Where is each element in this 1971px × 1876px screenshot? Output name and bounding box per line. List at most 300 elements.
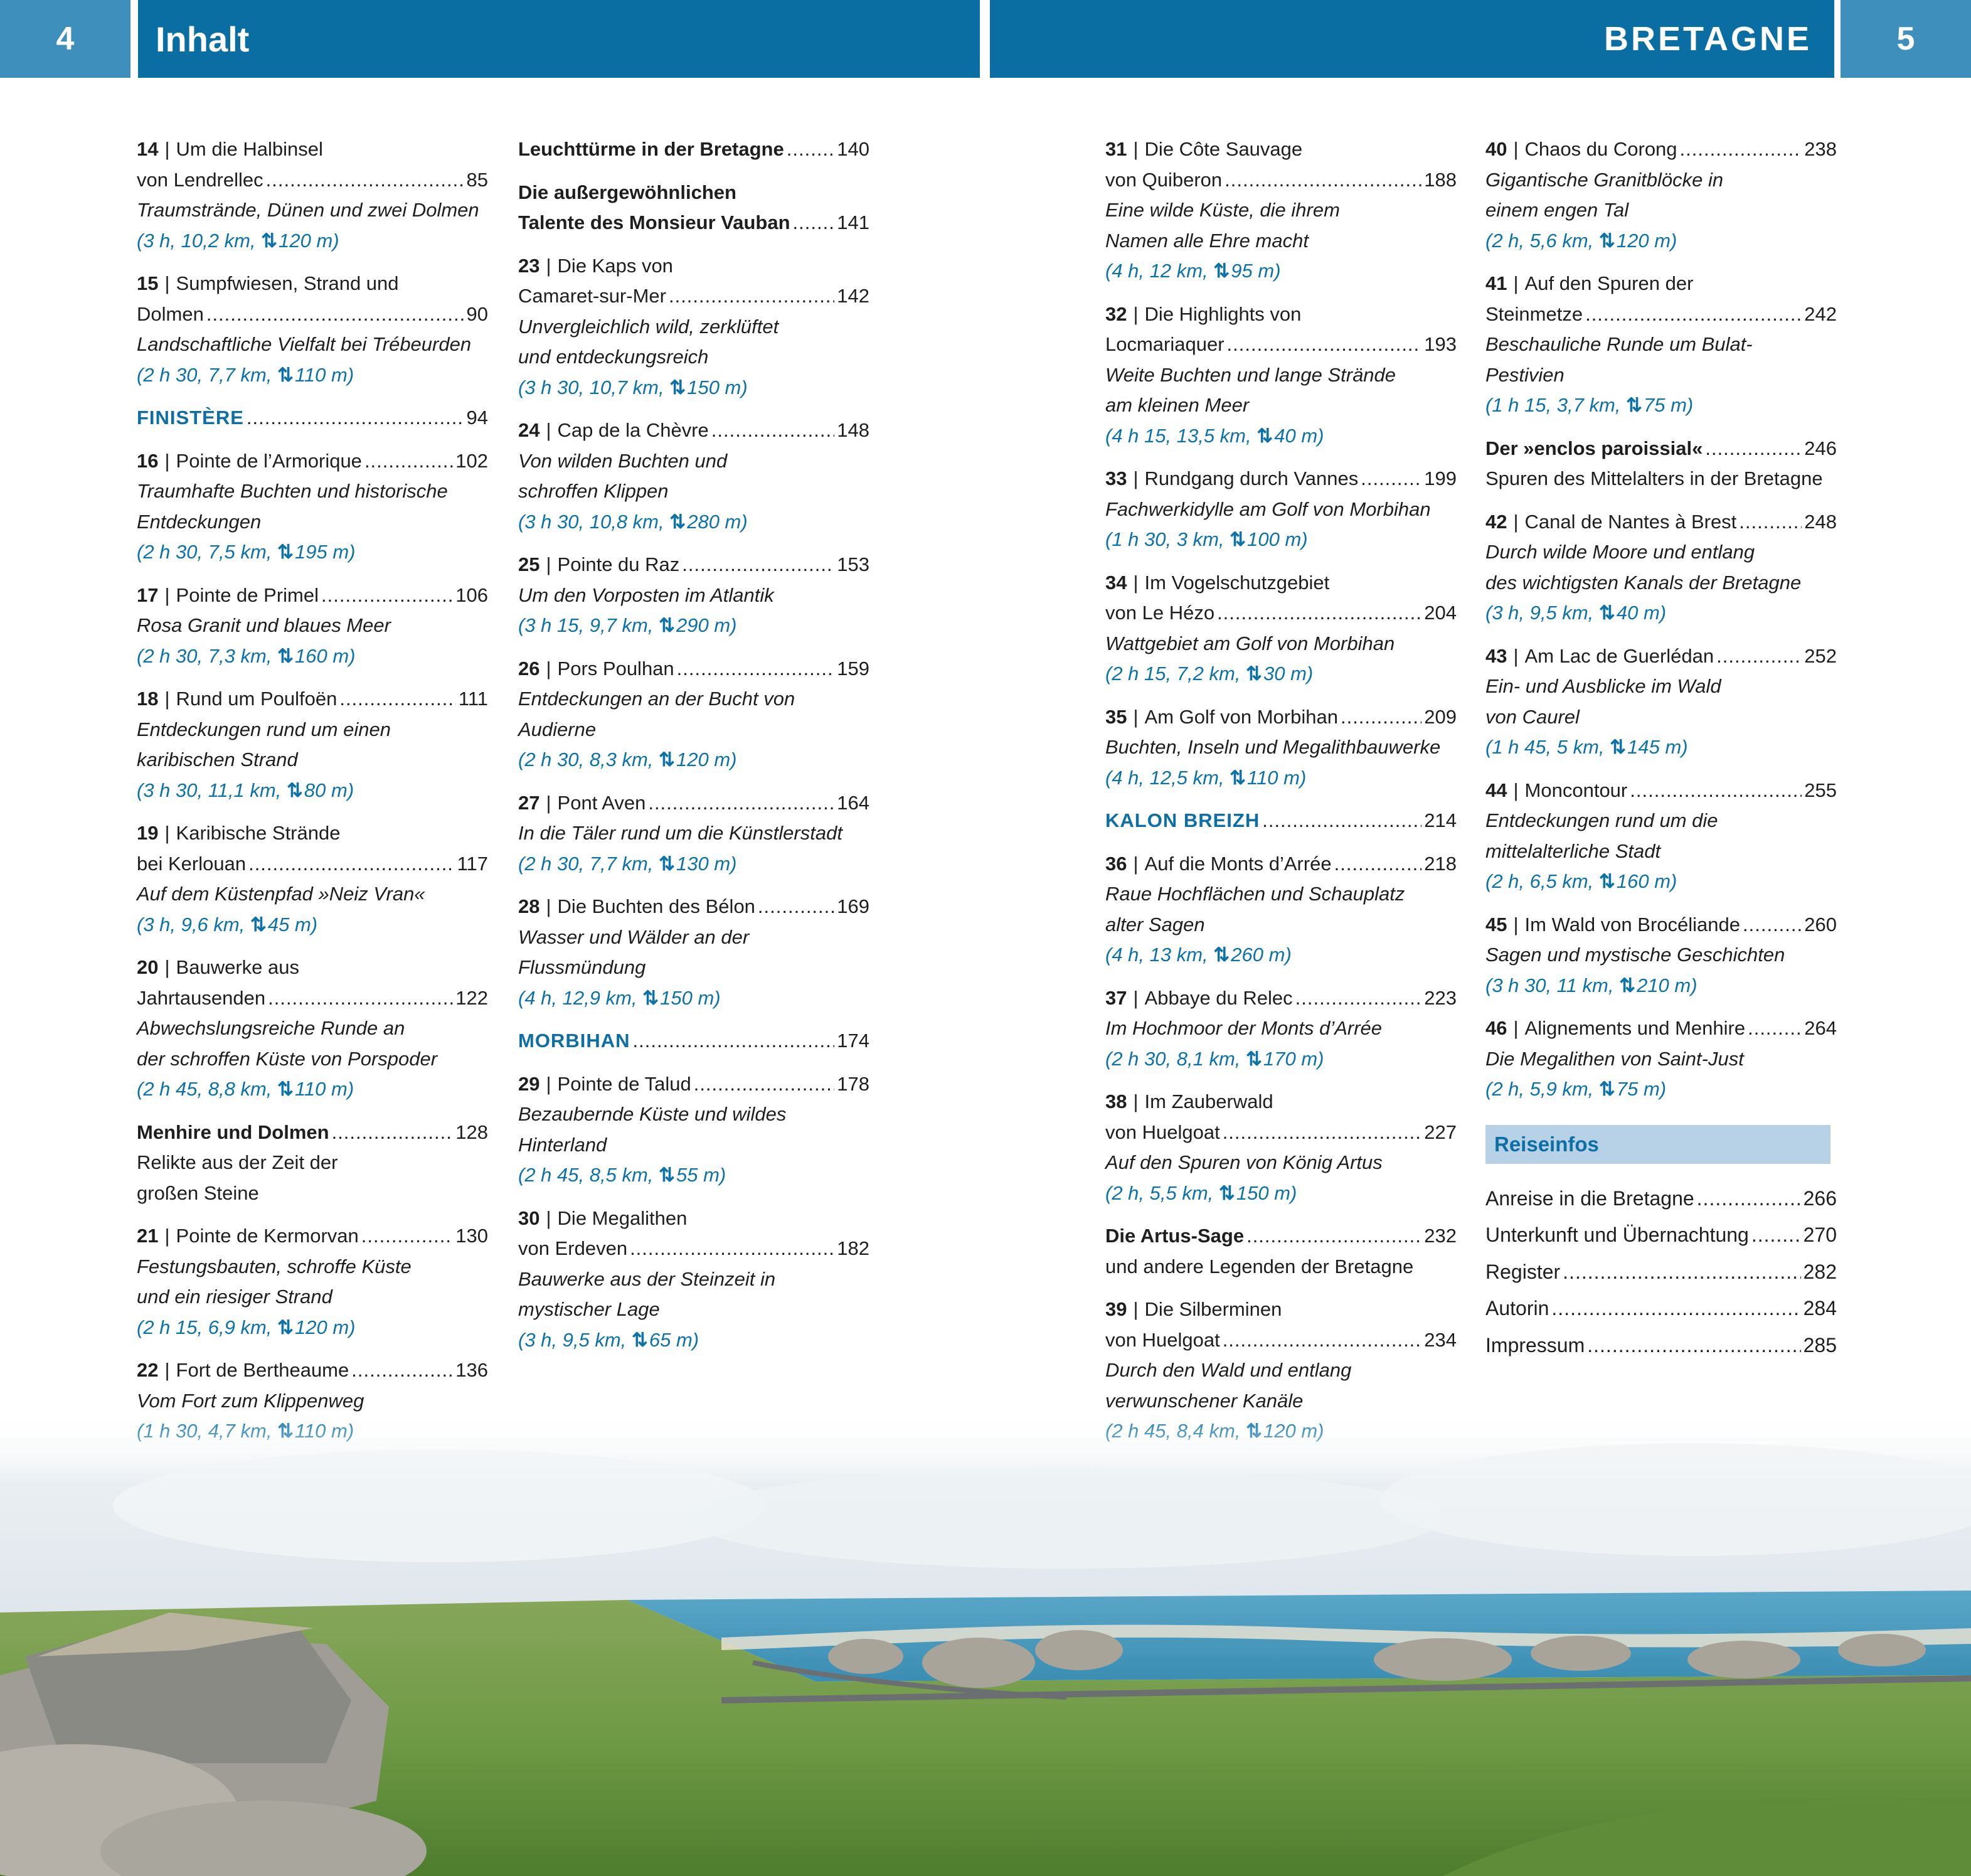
toc-tour-entry (1485, 1013, 1837, 1105)
toc-leader-row (1485, 1013, 1837, 1044)
elevation-icon: ⇅ (1598, 229, 1612, 252)
toc-entry-title-line (137, 269, 488, 299)
toc-entry-title (518, 1026, 630, 1057)
tour-duration-distance: (1 h 30, 3 km, (1105, 528, 1230, 550)
toc-tour-entry (137, 134, 488, 256)
toc-entry-title (1105, 464, 1358, 494)
dot-leader (669, 281, 834, 312)
tour-description: Unvergleichlich wild, zerklüftet (518, 315, 779, 338)
tour-description: Traumstrände, Dünen und zwei Dolmen (137, 199, 479, 221)
tour-duration-distance: (1 h 15, 3,7 km, (1485, 394, 1626, 416)
toc-entry-title (137, 983, 265, 1014)
tour-number: 34 (1105, 571, 1127, 594)
elevation-icon: ⇅ (1610, 736, 1623, 758)
dot-leader (364, 446, 453, 477)
tour-elevation: 45 m) (267, 913, 318, 935)
tour-number: 29 (518, 1072, 540, 1095)
toc-leader-row (1485, 299, 1837, 330)
toc-entry-title (1485, 434, 1703, 464)
toc-entry-title (518, 892, 755, 922)
toc-entry-title-text: Alignements und Menhire (1524, 1017, 1746, 1039)
tour-stats (518, 373, 869, 403)
toc-entry-title-line (1485, 269, 1837, 299)
separator: | (1133, 571, 1139, 594)
dot-leader (648, 788, 834, 819)
toc-entry-title-text: Im Zauberwald (1144, 1090, 1273, 1112)
page-number: 153 (837, 553, 869, 575)
dot-leader (321, 580, 453, 611)
coastal-landscape-photo (0, 1412, 1971, 1876)
toc-entry-title-text: Pors Poulhan (557, 657, 674, 680)
toc-tour-entry (1485, 134, 1837, 256)
page-number: 266 (1803, 1186, 1837, 1210)
toc-entry-title (1485, 134, 1677, 165)
tour-duration-distance: (2 h 30, 8,1 km, (1105, 1047, 1246, 1070)
tour-description: Fachwerkidylle am Golf von Morbihan (1105, 498, 1431, 520)
tour-description: Traumhafte Buchten und historische (137, 480, 448, 502)
toc-entry-title-text: Pont Aven (557, 791, 646, 814)
toc-entry-title-text: Am Golf von Morbihan (1144, 705, 1338, 728)
tour-number: 27 (518, 791, 540, 814)
toc-entry-title (137, 165, 263, 196)
tour-description: Gigantische Granitblöcke in (1485, 168, 1724, 191)
toc-entry-title (1485, 507, 1736, 538)
separator: | (164, 272, 170, 294)
tour-description: Entdeckungen rund um einen (137, 718, 391, 740)
toc-leader-row (518, 892, 869, 922)
toc-entry-title (1105, 849, 1332, 880)
tour-duration-distance: (4 h 15, 13,5 km, (1105, 424, 1257, 447)
toc-entry-title (518, 208, 790, 238)
page-number: 136 (455, 1359, 488, 1381)
separator: | (1133, 986, 1139, 1009)
tour-elevation: 150 m) (1236, 1181, 1297, 1204)
tour-number: 45 (1485, 913, 1507, 935)
tour-elevation: 95 m) (1231, 260, 1281, 282)
separator: | (546, 1072, 551, 1095)
reiseinfos-heading: Reiseinfos (1485, 1125, 1830, 1164)
tour-number: 16 (137, 449, 159, 472)
tour-number: 14 (137, 138, 159, 160)
separator: | (1133, 1090, 1139, 1112)
dot-leader (206, 299, 464, 330)
tour-elevation: 120 m) (294, 1316, 356, 1338)
tour-stats (137, 641, 488, 672)
toc-tour-entry (518, 415, 869, 537)
toc-entry-title-text: Pointe de Talud (557, 1072, 691, 1095)
toc-entry-title-line (137, 134, 488, 165)
page-number: 182 (837, 1237, 869, 1259)
toc-entry-title-text: FINISTÈRE (137, 407, 244, 429)
separator: | (1513, 779, 1519, 801)
toc-tour-entry (1485, 641, 1837, 763)
dot-leader (1739, 507, 1802, 538)
separator: | (546, 1207, 551, 1229)
page-number: 178 (837, 1072, 869, 1095)
page-number: 282 (1803, 1260, 1837, 1283)
reiseinfo-label: Unterkunft und Übernachtung (1485, 1223, 1749, 1246)
separator: | (1513, 510, 1519, 533)
tour-elevation: 195 m) (294, 541, 356, 563)
tour-elevation: 30 m) (1263, 663, 1314, 685)
tour-elevation: 120 m) (279, 229, 339, 252)
toc-leader-row (1485, 134, 1837, 165)
tour-description: Wasser und Wälder an der (518, 925, 750, 948)
toc-tour-entry (1105, 134, 1457, 287)
tour-stats (518, 983, 869, 1014)
tour-description: des wichtigsten Kanals der Bretagne (1485, 571, 1802, 594)
toc-column-4-entries (1485, 134, 1837, 1105)
tour-elevation: 100 m) (1247, 528, 1308, 550)
tour-description: Flussmündung (518, 956, 646, 978)
page-number: 255 (1804, 779, 1837, 801)
separator: | (546, 657, 551, 680)
page-number: 169 (837, 895, 869, 917)
toc-leader-row (1485, 434, 1837, 464)
dot-leader (1223, 1325, 1422, 1356)
toc-tour-entry (137, 818, 488, 940)
toc-entry-title-line (1105, 1087, 1457, 1117)
toc-entry-title-text: Talente des Monsieur Vauban (518, 211, 790, 233)
toc-entry-title-line (1105, 134, 1457, 165)
tour-number: 33 (1105, 467, 1127, 489)
separator: | (546, 553, 551, 575)
tour-description: Auf dem Küstenpfad »Neiz Vran« (137, 883, 425, 905)
tour-description: mittelalterliche Stadt (1485, 839, 1661, 862)
page-number: 260 (1804, 913, 1837, 935)
tour-elevation: 160 m) (1616, 870, 1677, 892)
tour-stats (1105, 659, 1457, 690)
toc-leader-row (518, 1026, 869, 1057)
elevation-icon: ⇅ (1598, 602, 1612, 624)
toc-tour-entry (1105, 1087, 1457, 1208)
tour-elevation: 160 m) (294, 644, 356, 667)
page-number: 111 (458, 688, 488, 710)
toc-leader-row (137, 684, 488, 715)
reiseinfo-item (1485, 1180, 1837, 1217)
separator: | (164, 1225, 170, 1247)
tour-stats (137, 226, 488, 257)
tour-number: 41 (1485, 272, 1507, 294)
toc-leader-row (1105, 464, 1457, 494)
toc-leader-row (137, 165, 488, 196)
separator: | (1513, 272, 1519, 294)
toc-entry-title-text: Abbaye du Relec (1144, 986, 1293, 1009)
dot-leader (1246, 1221, 1421, 1252)
toc-leader-row (1105, 598, 1457, 629)
tour-stats (1105, 1178, 1457, 1209)
dot-leader (1217, 598, 1421, 629)
toc-entry-title (137, 684, 337, 715)
tour-number: 40 (1485, 138, 1507, 160)
toc-leader-row (518, 415, 869, 446)
tour-description: Wattgebiet am Golf von Morbihan (1105, 632, 1395, 654)
dot-leader (630, 1234, 834, 1264)
tour-stats (1105, 421, 1457, 452)
tour-description: Bezaubernde Küste und wildes (518, 1103, 787, 1125)
separator: | (164, 449, 170, 472)
tour-stats (137, 1074, 488, 1105)
dot-leader (1748, 1013, 1802, 1044)
tour-description: Weite Buchten und lange Strände (1105, 363, 1396, 386)
page-number: 218 (1424, 852, 1457, 875)
toc-entry-title-text: Canal de Nantes à Brest (1524, 510, 1737, 533)
reiseinfo-label: Anreise in die Bretagne (1485, 1186, 1694, 1210)
page-number: 102 (455, 449, 488, 472)
toc-entry-title (1485, 910, 1740, 941)
toc-leader-row (518, 281, 869, 312)
dot-leader (1227, 329, 1422, 360)
toc-feature-entry (1105, 1221, 1457, 1282)
tour-duration-distance: (3 h, 10,2 km, (137, 229, 262, 252)
tour-duration-distance: (4 h, 12 km, (1105, 260, 1214, 282)
dot-leader (1630, 775, 1802, 806)
tour-number: 17 (137, 584, 159, 606)
toc-entry-title-text: Die Megalithen (557, 1207, 688, 1229)
toc-leader-row (137, 446, 488, 477)
tour-elevation: 210 m) (1637, 974, 1697, 996)
tour-elevation: 150 m) (687, 376, 748, 398)
tour-duration-distance: (3 h, 9,5 km, (1485, 602, 1599, 624)
toc-leader-row (518, 208, 869, 238)
toc-leader-row (518, 1234, 869, 1264)
tour-number: 42 (1485, 510, 1507, 533)
toc-leader-row (137, 1117, 488, 1148)
elevation-icon: ⇅ (669, 510, 683, 533)
tour-duration-distance: (2 h 30, 7,5 km, (137, 541, 277, 563)
tour-number: 30 (518, 1207, 540, 1229)
toc-leader-row (1485, 507, 1837, 538)
tour-elevation: 75 m) (1616, 1078, 1667, 1100)
toc-leader-row (1105, 329, 1457, 360)
toc-entry-title (1485, 641, 1714, 672)
toc-entry-title-line (137, 818, 488, 849)
toc-leader-row (137, 849, 488, 880)
toc-entry-title (137, 1117, 329, 1148)
tour-description: karibischen Strand (137, 749, 298, 770)
toc-tour-entry (1105, 464, 1457, 555)
tour-elevation: 80 m) (304, 779, 354, 801)
toc-entry-title-text: Pointe de l’Armorique (176, 449, 362, 472)
tour-description: Buchten, Inseln und Megalithbauwerke (1105, 736, 1441, 758)
toc-entry-title (518, 1069, 691, 1100)
page-number: 252 (1804, 644, 1837, 667)
elevation-icon: ⇅ (1213, 944, 1226, 966)
tour-description: mystischer Lage (518, 1298, 660, 1320)
toc-entry-title-text: Im Vogelschutzgebiet (1144, 571, 1330, 594)
toc-tour-entry (1105, 299, 1457, 452)
tour-description: der schroffen Küste von Porspoder (137, 1047, 438, 1070)
tour-stats (1485, 226, 1837, 257)
dot-leader (1295, 983, 1422, 1014)
toc-entry-title (518, 654, 674, 685)
toc-entry-title-text: Chaos du Corong (1524, 138, 1677, 160)
toc-entry-title (518, 550, 679, 580)
tour-duration-distance: (2 h, 6,5 km, (1485, 870, 1599, 892)
page-number: 246 (1804, 437, 1837, 459)
tour-description: und entdeckungsreich (518, 346, 709, 368)
cloud (690, 1468, 1443, 1569)
page-number: 234 (1424, 1328, 1457, 1351)
tour-stats (1105, 525, 1457, 555)
separator: | (1513, 644, 1519, 667)
toc-leader-row (518, 654, 869, 685)
tour-stats (137, 360, 488, 391)
tour-description: Entdeckungen an der Bucht von (518, 688, 795, 710)
tour-description: Audierne (518, 718, 597, 740)
page-number: 130 (455, 1225, 488, 1247)
toc-tour-entry (1485, 507, 1837, 629)
toc-tour-entry (137, 1221, 488, 1343)
tour-duration-distance: (2 h 30, 7,7 km, (137, 363, 277, 386)
tour-number: 24 (518, 419, 540, 441)
toc-entry-subtitle: Spuren des Mittelalters in der Bretagne (1485, 467, 1823, 489)
tour-description: von Caurel (1485, 705, 1580, 728)
elevation-icon: ⇅ (277, 363, 290, 386)
tour-description: Ein- und Ausblicke im Wald (1485, 675, 1721, 697)
tour-duration-distance: (3 h 30, 10,8 km, (518, 510, 670, 533)
toc-entry-title-text: Leuchttürme in der Bretagne (518, 138, 784, 160)
toc-entry-title-line (518, 1203, 869, 1234)
tour-description: Entdeckungen rund um die (1485, 809, 1718, 831)
left-page-number: 4 (0, 0, 130, 78)
elevation-icon: ⇅ (1598, 1078, 1612, 1100)
toc-entry-title-text: Die Silberminen (1144, 1298, 1282, 1320)
toc-tour-entry (137, 269, 488, 390)
separator: | (164, 822, 170, 844)
toc-entry-title-text: Der »enclos paroissial« (1485, 437, 1703, 459)
toc-entry-title (1105, 983, 1293, 1014)
toc-entry-title (518, 788, 645, 819)
right-header-band (990, 0, 1834, 78)
tour-number: 26 (518, 657, 540, 680)
toc-feature-entry (518, 178, 869, 238)
toc-entry-title-text: von Le Hézo (1105, 602, 1215, 624)
toc-tour-entry (137, 446, 488, 568)
tour-description: Hinterland (518, 1133, 607, 1156)
toc-section-heading (1105, 806, 1457, 836)
toc-leader-row (1105, 1325, 1457, 1356)
toc-entry-title-text: KALON BREIZH (1105, 809, 1260, 831)
tour-stats (1105, 763, 1457, 794)
elevation-icon: ⇅ (642, 986, 656, 1009)
toc-tour-entry (1105, 568, 1457, 690)
page-number: 232 (1424, 1225, 1457, 1247)
dot-leader (1751, 1217, 1801, 1254)
tour-number: 31 (1105, 138, 1127, 160)
toc-tour-entry (518, 251, 869, 403)
tour-stats (518, 745, 869, 775)
tour-elevation: 170 m) (1263, 1047, 1324, 1070)
tour-description: Rosa Granit und blaues Meer (137, 614, 391, 636)
toc-entry-title-text: Die Highlights von (1144, 302, 1302, 325)
toc-entry-title (1485, 299, 1583, 330)
dot-leader (694, 1069, 835, 1100)
toc-entry-title (1485, 1013, 1745, 1044)
toc-entry-title-text: von Huelgoat (1105, 1121, 1220, 1143)
toc-entry-subtitle: Relikte aus der Zeit der (137, 1151, 338, 1173)
elevation-icon: ⇅ (1598, 870, 1612, 892)
toc-entry-title (137, 446, 362, 477)
page-number: 284 (1803, 1297, 1837, 1319)
tour-duration-distance: (3 h, 9,6 km, (137, 913, 250, 935)
separator: | (1513, 138, 1519, 160)
tour-duration-distance: (4 h, 12,9 km, (518, 986, 643, 1009)
page-number: 285 (1803, 1333, 1837, 1356)
separator: | (1133, 1298, 1139, 1320)
tour-stats (518, 1325, 869, 1356)
toc-entry-title (518, 1234, 627, 1264)
toc-entry-title-text: Auf die Monts d’Arrée (1144, 852, 1332, 875)
toc-tour-entry (137, 684, 488, 806)
toc-entry-title-text: Am Lac de Guerlédan (1524, 644, 1714, 667)
toc-leader-row (1485, 910, 1837, 941)
toc-entry-title-text: von Lendrellec (137, 168, 263, 191)
toc-entry-title-text: MORBIHAN (518, 1030, 630, 1052)
right-page-number: 5 (1841, 0, 1971, 78)
toc-entry-title-text: Cap de la Chèvre (557, 419, 709, 441)
reiseinfo-item (1485, 1327, 1837, 1364)
separator: | (164, 1359, 170, 1381)
tour-elevation: 290 m) (676, 614, 737, 636)
page-number: 242 (1804, 302, 1837, 325)
tour-description: Entdeckungen (137, 510, 262, 533)
tour-stats (137, 537, 488, 568)
toc-entry-title-text: Karibische Strände (176, 822, 341, 844)
elevation-icon: ⇅ (261, 229, 274, 252)
toc-leader-row (518, 788, 869, 819)
tour-description: Eine wilde Küste, die ihrem (1105, 199, 1340, 221)
toc-entry-title (1105, 165, 1222, 196)
tour-duration-distance: (2 h 15, 6,9 km, (137, 1316, 277, 1338)
toc-leader-row (518, 550, 869, 580)
toc-entry-title (1105, 1221, 1244, 1252)
tour-number: 36 (1105, 852, 1127, 875)
dot-leader (268, 983, 453, 1014)
toc-entry-title-text: Locmariaquer (1105, 333, 1225, 355)
tour-duration-distance: (2 h 30, 7,7 km, (518, 852, 659, 875)
elevation-icon: ⇅ (1218, 1181, 1231, 1204)
separator: | (1133, 467, 1139, 489)
tour-stats (518, 507, 869, 538)
elevation-icon: ⇅ (669, 376, 683, 398)
elevation-icon: ⇅ (1230, 528, 1243, 550)
tour-description: Pestivien (1485, 363, 1565, 386)
tour-duration-distance: (2 h, 5,9 km, (1485, 1078, 1599, 1100)
toc-feature-entry (518, 134, 869, 165)
tour-number: 38 (1105, 1090, 1127, 1112)
tour-number: 43 (1485, 644, 1507, 667)
reiseinfo-item (1485, 1254, 1837, 1291)
toc-entry-title (137, 1221, 359, 1252)
tour-description: Von wilden Buchten und (518, 449, 728, 472)
toc-leader-row (518, 1069, 869, 1100)
tour-elevation: 145 m) (1627, 736, 1688, 758)
tour-number: 25 (518, 553, 540, 575)
dot-leader (351, 1355, 453, 1386)
tour-number: 37 (1105, 986, 1127, 1009)
tour-elevation: 120 m) (676, 749, 737, 770)
toc-entry-title-text: Steinmetze (1485, 302, 1583, 325)
tour-stats (1485, 390, 1837, 421)
dot-leader (758, 892, 834, 922)
toc-entry-title (137, 580, 319, 611)
elevation-icon: ⇅ (277, 1316, 290, 1338)
toc-entry-title (137, 1355, 349, 1386)
toc-tour-entry (137, 952, 488, 1105)
toc-entry-title-text: Die Côte Sauvage (1144, 138, 1303, 160)
tour-description: Festungsbauten, schroffe Küste (137, 1255, 412, 1277)
